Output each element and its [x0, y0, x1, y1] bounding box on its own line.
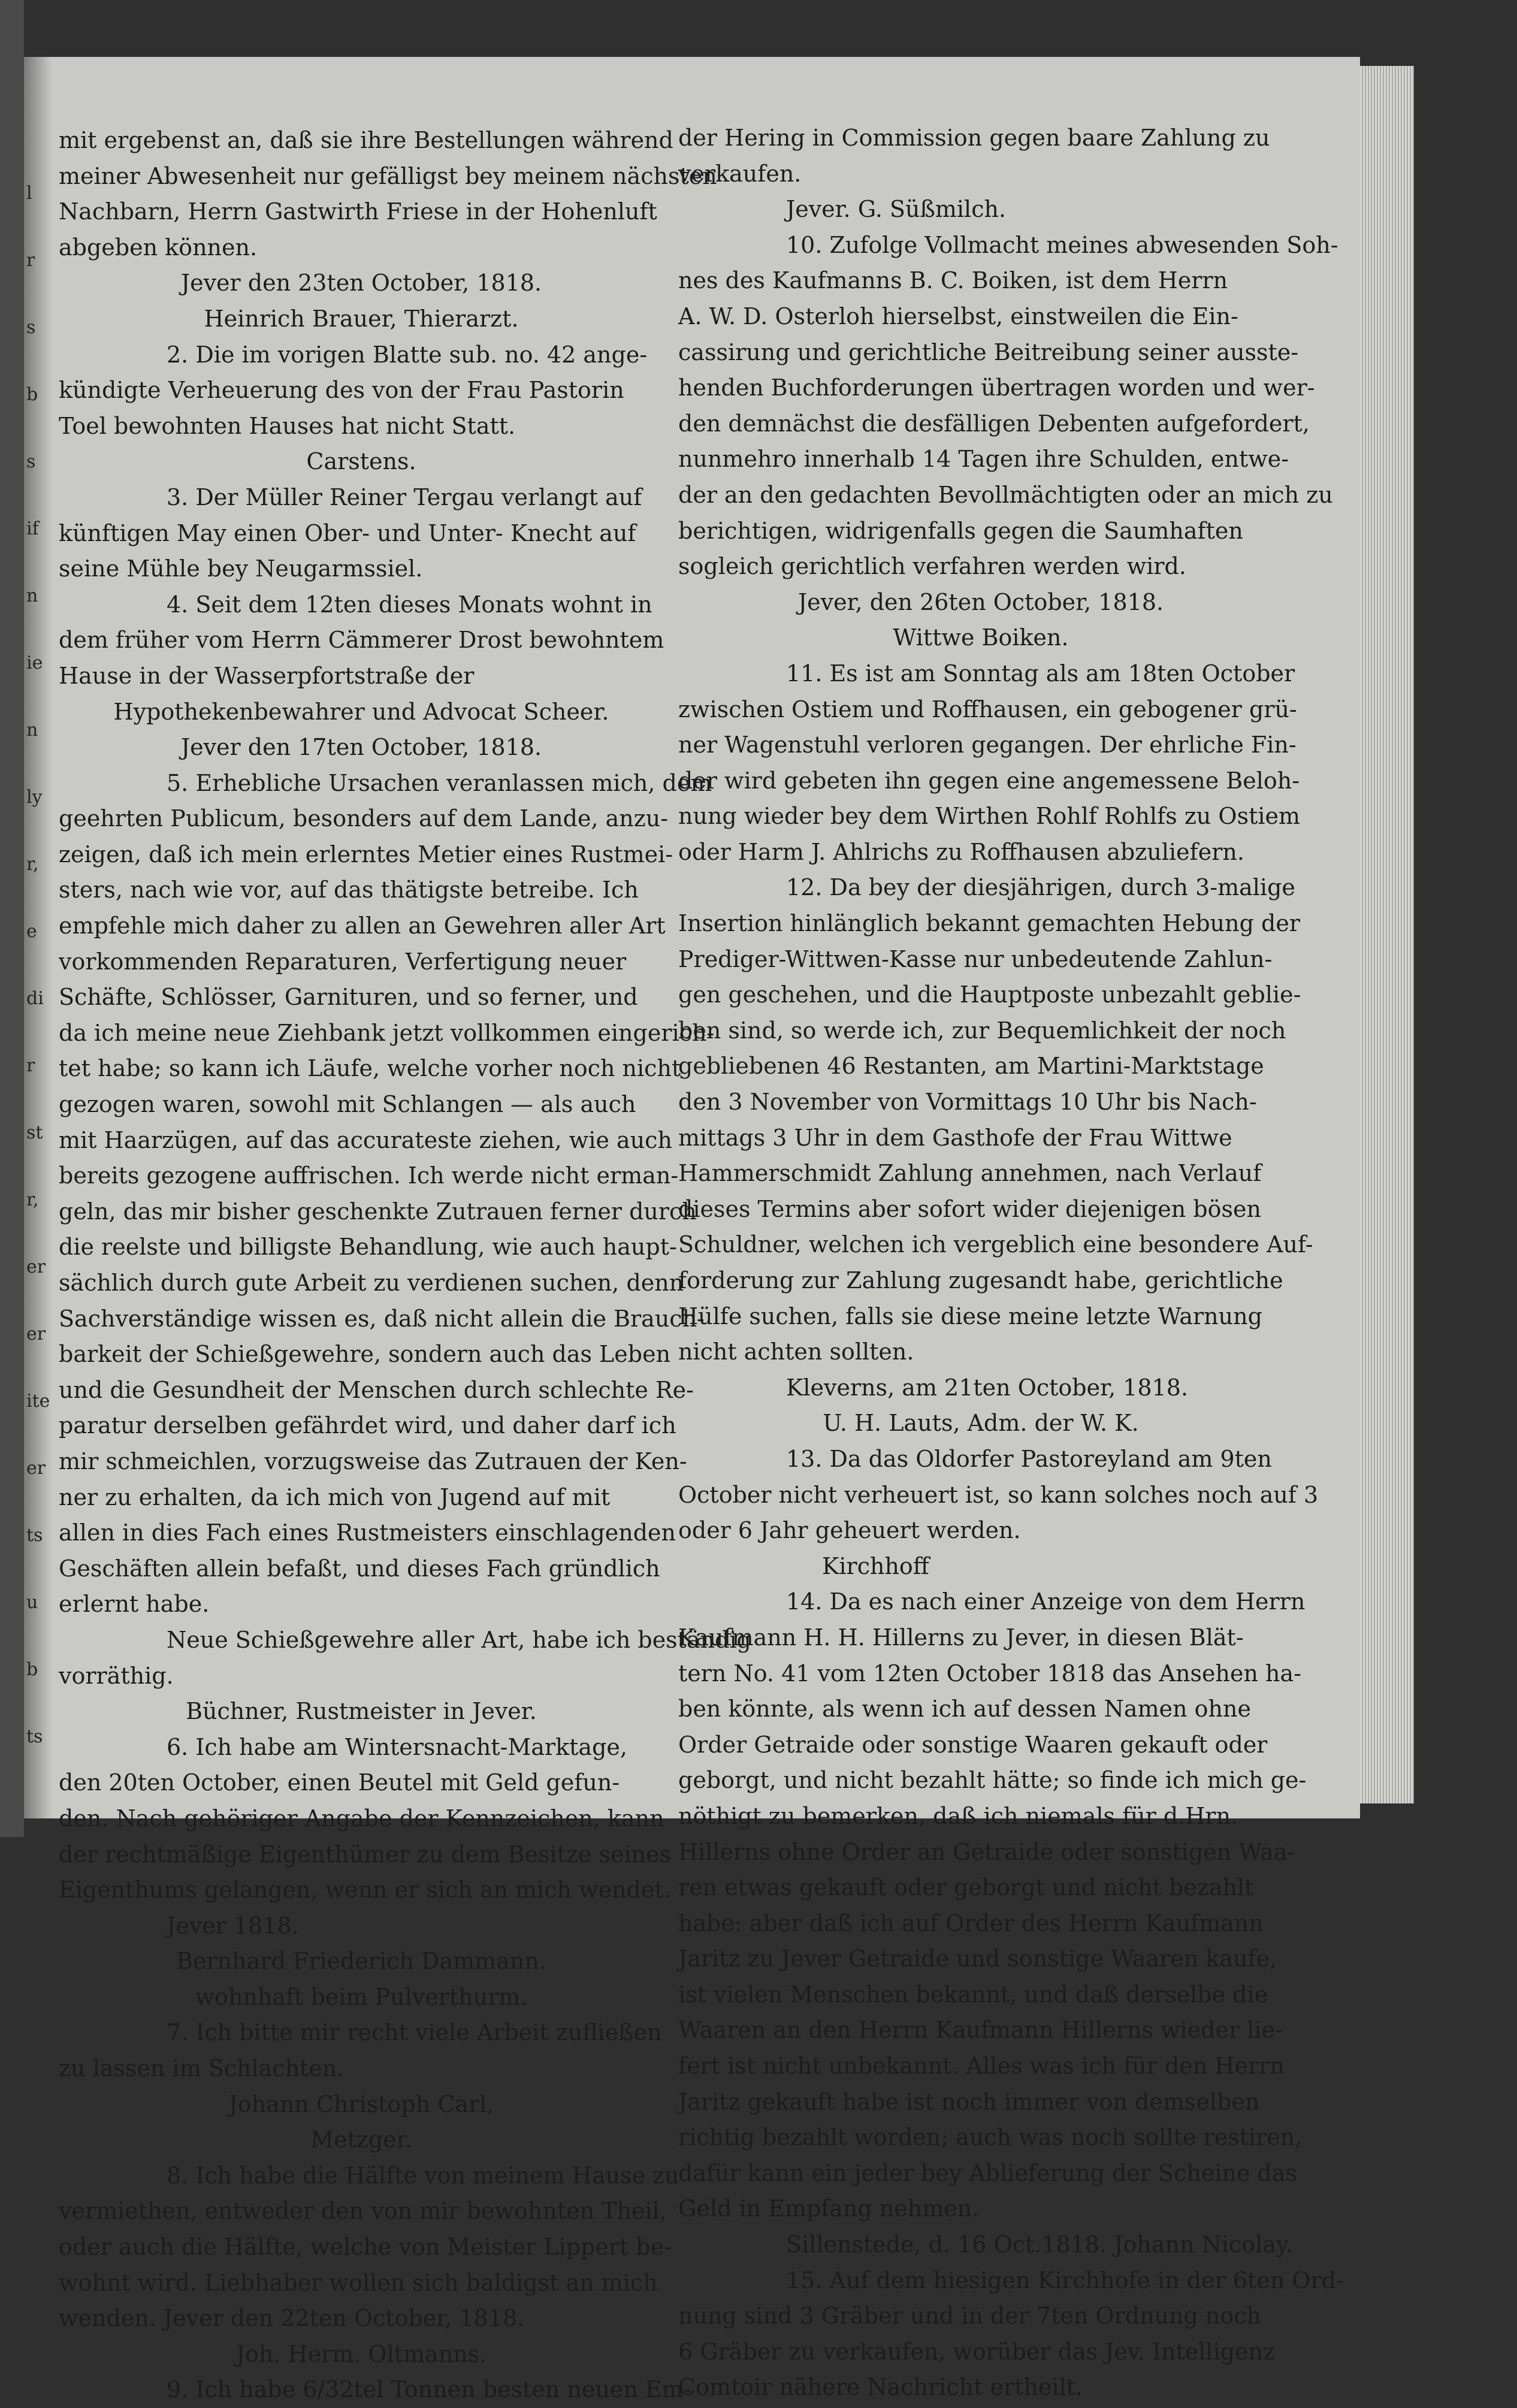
- text-line: der Hering in Commission gegen baare Zahlung zu: [678, 125, 1270, 151]
- text-line: 6 Gräber zu verkaufen, worüber das Jev. Intelligenz: [678, 2338, 1276, 2365]
- margin-fragment: r,: [26, 854, 39, 875]
- page-edges: [1360, 66, 1414, 1803]
- margin-fragment: u: [26, 1592, 38, 1613]
- text-line: da ich meine neue Ziehbank jetzt vollkommen eingerich-: [59, 1019, 715, 1046]
- text-line: Jever, den 26ten October, 1818.: [797, 588, 1164, 615]
- text-line: dafür kann ein jeder bey Ablieferung der Scheine das: [678, 2159, 1297, 2186]
- text-line: Metzger.: [310, 2126, 412, 2153]
- text-line: und die Gesundheit der Menschen durch schlechte Re-: [59, 1376, 694, 1403]
- text-line: zwischen Ostiem und Roffhausen, ein gebogener grü-: [678, 696, 1297, 723]
- text-line: ner Wagenstuhl verloren gegangen. Der ehrliche Fin-: [678, 732, 1297, 759]
- text-line: der wird gebeten ihn gegen eine angemessene Beloh-: [678, 767, 1300, 794]
- text-line: berichtigen, widrigenfalls gegen die Saumhaften: [678, 517, 1243, 544]
- text-line: wohnhaft beim Pulverthurm.: [195, 1983, 528, 2010]
- text-line: nunmehro innerhalb 14 Tagen ihre Schulden, entwe-: [678, 446, 1289, 473]
- text-line: künftigen May einen Ober- und Unter- Knecht auf: [59, 519, 636, 546]
- text-line: dem früher vom Herrn Cämmerer Drost bewohntem: [59, 627, 664, 654]
- text-line: 7. Ich bitte mir recht viele Arbeit zufließen: [167, 2019, 662, 2046]
- margin-fragment: ly: [26, 787, 43, 808]
- text-line: Johann Christoph Carl,: [228, 2090, 494, 2117]
- text-line: allen in dies Fach eines Rustmeisters einschlagenden: [59, 1519, 676, 1546]
- text-line: den. Nach gehöriger Angabe der Kennzeichen, kann: [59, 1805, 664, 1832]
- margin-fragment: r: [26, 250, 35, 271]
- text-line: 5. Erhebliche Ursachen veranlassen mich, dem: [167, 769, 712, 796]
- text-line: barkeit der Schießgewehre, sondern auch das Leben: [59, 1341, 671, 1368]
- newspaper-page: [24, 57, 1360, 2403]
- text-line: mittags 3 Uhr in dem Gasthofe der Frau Wittwe: [678, 1124, 1232, 1151]
- text-line: den demnächst die desfälligen Debenten aufgefordert,: [678, 410, 1310, 437]
- text-line: geborgt, und nicht bezahlt hätte; so finde ich mich ge-: [678, 1767, 1307, 1794]
- text-line: Schäfte, Schlösser, Garnituren, und so ferner, und: [59, 984, 638, 1011]
- text-line: sogleich gerichtlich verfahren werden wird.: [678, 553, 1186, 580]
- text-line: fert ist nicht unbekannt. Alles was ich für den Herrn: [678, 2053, 1285, 2080]
- text-line: geehrten Publicum, besonders auf dem Lande, anzu-: [59, 805, 669, 832]
- text-line: cassirung und gerichtliche Beitreibung seiner ausste-: [678, 339, 1299, 365]
- text-line: Comtoir nähere Nachricht ertheilt.: [678, 2374, 1083, 2401]
- text-line: Neue Schießgewehre aller Art, habe ich beständig: [167, 1626, 751, 1653]
- margin-fragment: ite: [26, 1391, 50, 1412]
- text-line: 13. Da das Oldorfer Pastoreyland am 9ten: [786, 1445, 1272, 1472]
- margin-fragment: n: [26, 585, 38, 606]
- margin-fragment: ts: [26, 1726, 43, 1747]
- text-line: Jever. G. Süßmilch.: [786, 196, 1007, 223]
- text-line: Kleverns, am 21ten October, 1818.: [786, 1374, 1189, 1401]
- margin-fragment: s: [26, 451, 36, 472]
- text-line: habe: aber daß ich auf Order des Herrn Kaufmann: [678, 1910, 1264, 1936]
- text-line: Büchner, Rustmeister in Jever.: [186, 1698, 537, 1725]
- text-line: richtig bezahlt worden; auch was noch sollte restiren,: [678, 2124, 1303, 2151]
- text-line: Sachverständige wissen es, daß nicht allein die Brauch-: [59, 1305, 705, 1332]
- text-line: Jaritz gekauft habe ist noch immer von demselben: [678, 2088, 1260, 2115]
- text-line: Heinrich Brauer, Thierarzt.: [204, 305, 519, 332]
- text-line: ist vielen Menschen bekannt, und daß derselbe die: [678, 1981, 1268, 2008]
- margin-fragment: ts: [26, 1525, 43, 1546]
- text-line: der an den gedachten Bevollmächtigten oder an mich zu: [678, 481, 1333, 508]
- text-line: Jaritz zu Jever Getraide und sonstige Waaren kaufe,: [678, 1945, 1277, 1972]
- margin-fragment: s: [26, 317, 36, 338]
- text-line: zu lassen im Schlachten.: [59, 2055, 345, 2082]
- text-line: Order Getraide oder sonstige Waaren gekauft oder: [678, 1731, 1268, 1758]
- text-line: 12. Da bey der diesjährigen, durch 3-malige: [786, 874, 1295, 901]
- text-line: A. W. D. Osterloh hierselbst, einstweilen die Ein-: [678, 303, 1238, 330]
- text-line: Kirchhoff: [822, 1552, 929, 1579]
- text-line: tet habe; so kann ich Läufe, welche vorher noch nicht: [59, 1055, 681, 1082]
- text-line: Jever den 23ten October, 1818.: [180, 270, 542, 297]
- text-line: der rechtmäßige Eigenthümer zu dem Besitze seines: [59, 1841, 672, 1868]
- text-line: 3. Der Müller Reiner Tergau verlangt auf: [167, 484, 642, 510]
- text-line: Hillerns ohne Order an Getraide oder sonstigen Waa-: [678, 1838, 1295, 1865]
- text-line: erlernt habe.: [59, 1591, 210, 1618]
- margin-fragment: if: [26, 518, 39, 539]
- text-line: Joh. Herm. Oltmanns.: [235, 2340, 487, 2367]
- text-line: U. H. Lauts, Adm. der W. K.: [823, 1410, 1139, 1437]
- text-line: Bernhard Friederich Dammann.: [176, 1948, 546, 1975]
- text-line: zeigen, daß ich mein erlerntes Metier eines Rustmei-: [59, 841, 673, 868]
- text-line: oder auch die Hälfte, welche von Meister Lippert be-: [59, 2234, 672, 2261]
- text-line: Wittwe Boiken.: [893, 624, 1069, 651]
- text-line: Jever 1818.: [167, 1912, 299, 1939]
- text-line: Prediger-Wittwen-Kasse nur unbedeutende Zahlun-: [678, 945, 1273, 972]
- text-line: den 20ten October, einen Beutel mit Geld gefun-: [59, 1769, 620, 1796]
- text-line: die reelste und billigste Behandlung, wie auch haupt-: [59, 1234, 677, 1261]
- text-line: vorkommenden Reparaturen, Verfertigung neuer: [59, 948, 627, 975]
- text-line: Insertion hinlänglich bekannt gemachten Hebung der: [678, 910, 1300, 937]
- text-line: 11. Es ist am Sonntag als am 18ten October: [786, 660, 1295, 687]
- text-line: oder 6 Jahr geheuert werden.: [678, 1517, 1021, 1544]
- text-line: tern No. 41 vom 12ten October 1818 das Ansehen ha-: [678, 1660, 1302, 1687]
- text-line: 9. Ich habe 6/32tel Tonnen besten neuen Em-: [167, 2376, 691, 2403]
- book-binding: [0, 0, 24, 1837]
- text-line: Kaufmann H. H. Hillerns zu Jever, in diesen Blät-: [678, 1624, 1244, 1651]
- right-column: [678, 120, 1344, 2406]
- text-line: gezogen waren, sowohl mit Schlangen — als auch: [59, 1091, 636, 1118]
- text-line: nicht achten sollten.: [678, 1339, 914, 1365]
- margin-fragment: b: [26, 1659, 38, 1680]
- text-line: ben sind, so werde ich, zur Bequemlichkeit der noch: [678, 1017, 1286, 1044]
- text-line: Nachbarn, Herrn Gastwirth Friese in der Hohenluft: [59, 198, 657, 225]
- margin-fragment: n: [26, 720, 38, 741]
- text-line: gebliebenen 46 Restanten, am Martini-Marktstage: [678, 1053, 1264, 1080]
- margin-fragment: ie: [26, 652, 43, 673]
- text-line: Hypothekenbewahrer und Advocat Scheer.: [113, 698, 609, 725]
- text-line: empfehle mich daher zu allen an Gewehren aller Art: [59, 913, 666, 939]
- text-line: henden Buchforderungen übertragen worden und wer-: [678, 374, 1315, 401]
- text-line: nung sind 3 Gräber und in der 7ten Ordnung noch: [678, 2303, 1262, 2330]
- text-line: sters, nach wie vor, auf das thätigste betreibe. Ich: [59, 877, 639, 904]
- text-line: seine Mühle bey Neugarmssiel.: [59, 555, 423, 582]
- text-line: Sillenstede, d. 16 Oct.1818. Johann Nicolay.: [786, 2231, 1294, 2258]
- text-line: dieses Termins aber sofort wider diejenigen bösen: [678, 1195, 1262, 1222]
- text-line: vermiethen, entweder den von mir bewohnten Theil,: [59, 2198, 667, 2225]
- margin-fragment: l: [26, 183, 32, 204]
- text-line: meiner Abwesenheit nur gefälligst bey meinem nächsten: [59, 162, 717, 189]
- text-line: oder Harm J. Ahlrichs zu Roffhausen abzuliefern.: [678, 838, 1244, 865]
- text-line: wohnt wird. Liebhaber wollen sich baldigst an mich: [59, 2269, 658, 2296]
- text-line: gen geschehen, und die Hauptposte unbezahlt geblie-: [678, 981, 1301, 1008]
- text-line: Jever den 17ten October, 1818.: [180, 734, 542, 761]
- margin-fragment: di: [26, 988, 44, 1009]
- text-line: ren etwas gekauft oder geborgt und nicht bezahlt: [678, 1874, 1254, 1901]
- text-line: mit ergebenst an, daß sie ihre Bestellungen während: [59, 127, 673, 153]
- text-line: 14. Da es nach einer Anzeige von dem Herrn: [786, 1588, 1306, 1615]
- text-line: mit Haarzügen, auf das accurateste ziehen, wie auch: [59, 1126, 672, 1153]
- text-line: 10. Zufolge Vollmacht meines abwesenden Soh-: [786, 231, 1338, 258]
- text-line: nöthigt zu bemerken, daß ich niemals für d.Hrn.: [678, 1802, 1238, 1829]
- text-line: Carstens.: [306, 448, 416, 475]
- text-line: bereits gezogene auffrischen. Ich werde nicht erman-: [59, 1162, 679, 1189]
- text-line: verkaufen.: [678, 160, 802, 187]
- text-line: paratur derselben gefährdet wird, und daher darf ich: [59, 1412, 676, 1439]
- margin-fragment: r,: [26, 1189, 39, 1210]
- margin-fragment: b: [26, 384, 38, 405]
- text-line: Schuldner, welchen ich vergeblich eine besondere Auf-: [678, 1231, 1313, 1258]
- text-line: abgeben können.: [59, 234, 258, 261]
- text-line: Hammerschmidt Zahlung annehmen, nach Verlauf: [678, 1160, 1262, 1187]
- margin-fragment: e: [26, 921, 37, 942]
- text-line: nung wieder bey dem Wirthen Rohlf Rohlfs zu Ostiem: [678, 803, 1301, 830]
- text-line: 2. Die im vorigen Blatte sub. no. 42 ange-: [167, 341, 648, 368]
- margin-fragment: st: [26, 1122, 43, 1143]
- text-line: ner zu erhalten, da ich mich von Jugend auf mit: [59, 1484, 611, 1510]
- text-line: Geld in Empfang nehmen.: [678, 2195, 980, 2222]
- text-line: vorräthig.: [59, 1662, 174, 1689]
- margin-fragment: er: [26, 1458, 46, 1479]
- text-line: mir schmeichlen, vorzugsweise das Zutrauen der Ken-: [59, 1448, 687, 1475]
- text-line: sächlich durch gute Arbeit zu verdienen suchen, denn: [59, 1270, 684, 1296]
- text-line: 6. Ich habe am Wintersnacht-Marktage,: [167, 1733, 627, 1760]
- text-line: Waaren an den Herrn Kaufmann Hillerns wieder lie-: [678, 2017, 1283, 2044]
- text-line: 4. Seit dem 12ten dieses Monats wohnt in: [167, 591, 652, 618]
- text-line: kündigte Verheuerung des von der Frau Pastorin: [59, 377, 624, 404]
- text-line: Geschäften allein befaßt, und dieses Fach gründlich: [59, 1555, 660, 1582]
- text-line: October nicht verheuert ist, so kann solches noch auf 3: [678, 1481, 1319, 1508]
- text-line: 8. Ich habe die Hälfte von meinem Hause zu: [167, 2162, 679, 2189]
- text-line: nes des Kaufmanns B. C. Boiken, ist dem Herrn: [678, 267, 1228, 294]
- margin-fragment: er: [26, 1324, 46, 1345]
- text-line: ben könnte, als wenn ich auf dessen Namen ohne: [678, 1696, 1251, 1723]
- margin-fragment: er: [26, 1256, 46, 1277]
- margin-fragment: r: [26, 1055, 35, 1076]
- text-line: 15. Auf dem hiesigen Kirchhofe in der 6ten Ord-: [786, 2267, 1344, 2294]
- text-line: Hülfe suchen, falls sie diese meine letzte Warnung: [678, 1303, 1262, 1330]
- text-line: geln, das mir bisher geschenkte Zutrauen ferner durch: [59, 1198, 697, 1225]
- text-line: forderung zur Zahlung zugesandt habe, gerichtliche: [678, 1267, 1283, 1294]
- text-line: Hause in der Wasserpfortstraße der: [59, 662, 475, 689]
- text-line: Toel bewohnten Hauses hat nicht Statt.: [59, 412, 516, 439]
- text-line: wenden. Jever den 22ten October, 1818.: [59, 2305, 525, 2332]
- previous-page-margin: [24, 57, 52, 1818]
- text-line: den 3 November von Vormittags 10 Uhr bis Nach-: [678, 1089, 1257, 1116]
- text-line: Eigenthums gelangen, wenn er sich an mich wendet.: [59, 1877, 671, 1904]
